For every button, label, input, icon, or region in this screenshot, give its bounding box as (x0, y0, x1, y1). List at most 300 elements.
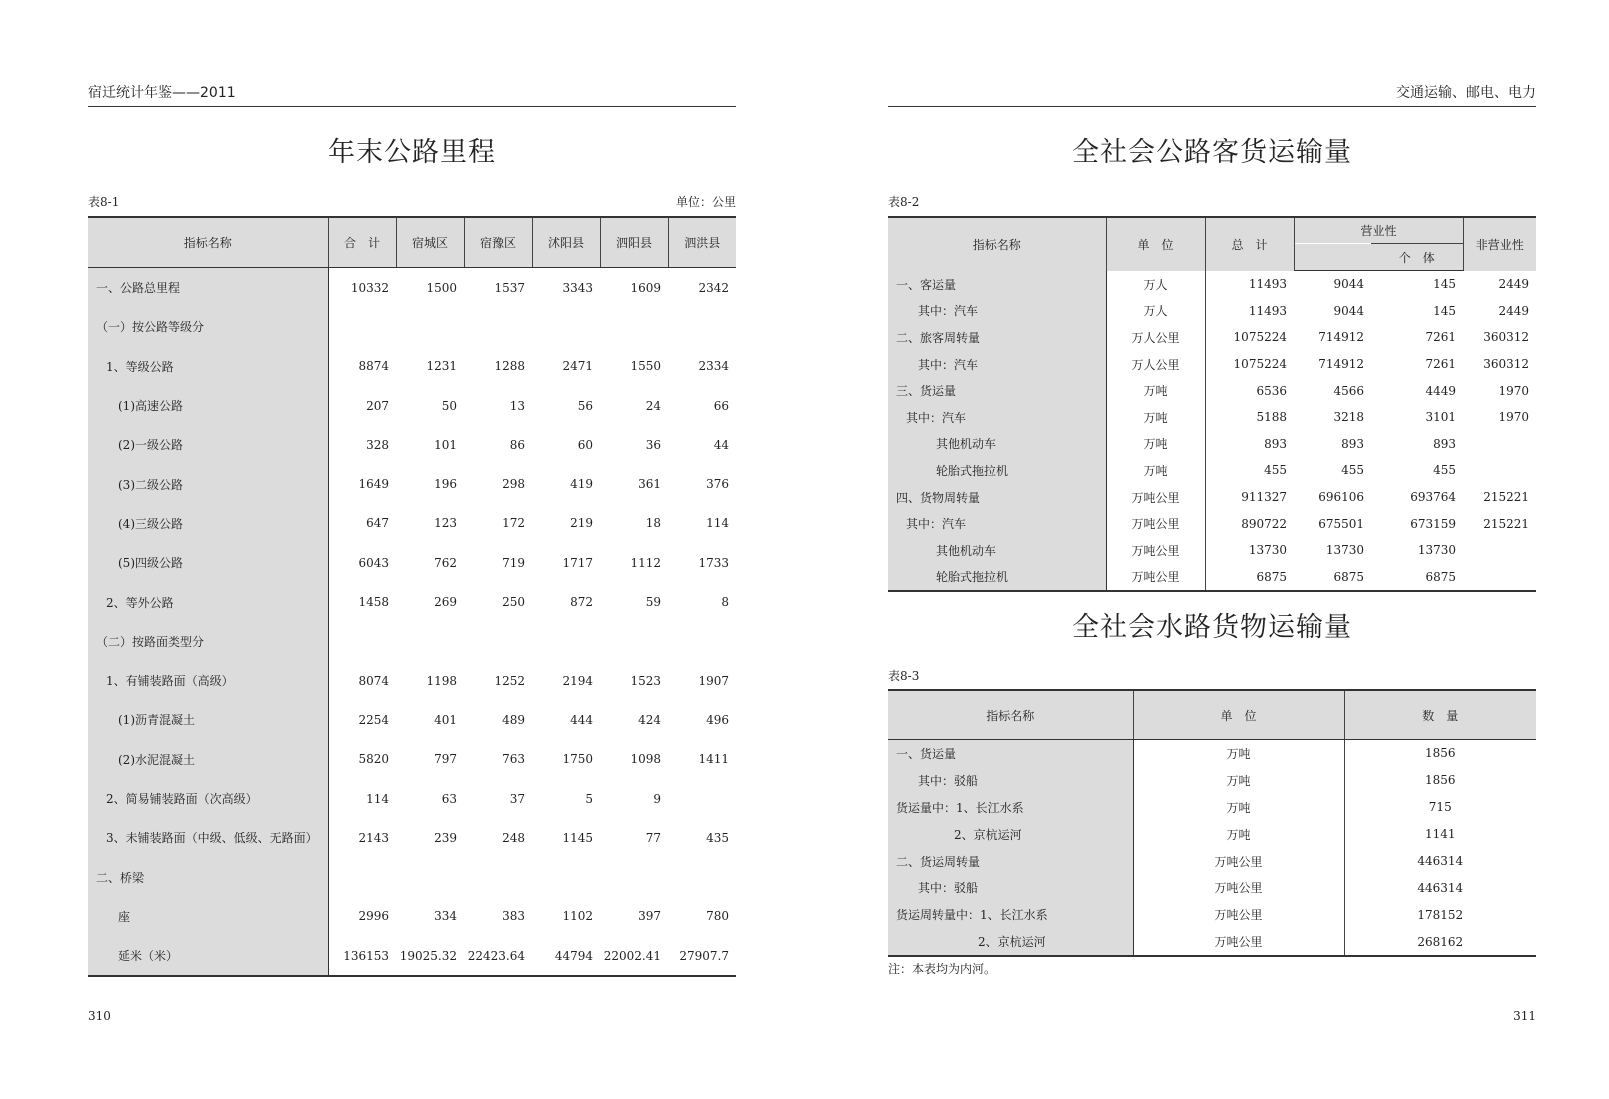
cell-value: 8 (721, 595, 729, 610)
cell-value: 424 (638, 712, 661, 727)
cell-value (328, 622, 396, 661)
cell-value: 11493 (1248, 277, 1287, 292)
cell-value: 60 (577, 437, 593, 452)
cell-value: 435 (706, 830, 729, 845)
cell-value: 2194 (562, 673, 593, 688)
cell-value: 3101 (1425, 410, 1457, 425)
table-header-row (888, 690, 1536, 740)
row-label: 轮胎式拖拉机 (888, 564, 1106, 592)
row-unit: 万吨 (1133, 767, 1344, 794)
table-row (88, 543, 736, 582)
cell-value (532, 857, 600, 896)
row-unit: 万吨公里 (1106, 510, 1205, 537)
cell-value: 13730 (1325, 543, 1364, 558)
cell-value: 114 (366, 791, 389, 806)
table-row (888, 794, 1536, 821)
cell-value: 455 (1341, 463, 1364, 478)
row-label: 二、旅客周转量 (888, 324, 1106, 351)
row-unit: 万吨 (1133, 821, 1344, 848)
cell-value (1463, 564, 1536, 592)
table-row (88, 700, 736, 739)
cell-value: 145 (1433, 277, 1457, 292)
cell-value: 872 (570, 595, 593, 610)
cell-value: 123 (434, 516, 457, 531)
cell-value (1463, 431, 1536, 458)
row-unit: 万人 (1106, 298, 1205, 325)
row-unit: 万吨 (1106, 457, 1205, 484)
row-label: 1、等级公路 (88, 347, 328, 386)
row-label: 其中：驳船 (888, 874, 1133, 901)
row-label: 其他机动车 (888, 431, 1106, 458)
table-number: 表8-2 (888, 195, 920, 209)
cell-value: 893 (1341, 436, 1364, 451)
cell-value (396, 307, 464, 346)
cell-value: 1145 (562, 830, 593, 845)
cell-value: 361 (638, 477, 661, 492)
table-row (88, 425, 736, 464)
table-row (888, 404, 1536, 431)
table-row (88, 268, 736, 308)
cell-value: 693764 (1410, 490, 1457, 505)
column-header: 单 位 (1106, 217, 1205, 271)
row-unit: 万吨 (1106, 404, 1205, 431)
cell-value: 37 (509, 791, 525, 806)
cell-value: 6875 (1256, 569, 1287, 584)
row-label: 其中：汽车 (888, 404, 1106, 431)
table-row (888, 767, 1536, 794)
row-label: 其中：汽车 (888, 298, 1106, 325)
cell-value: 2449 (1498, 277, 1530, 292)
column-header: 宿城区 (396, 217, 464, 268)
row-label: 货运周转量中：1、长江水系 (888, 901, 1133, 928)
cell-value (600, 622, 668, 661)
cell-value: 9044 (1333, 277, 1364, 292)
cell-value: 114 (706, 516, 729, 531)
column-header: 总 计 (1205, 217, 1294, 271)
cell-value: 397 (638, 909, 661, 924)
cell-value: 5188 (1256, 410, 1287, 425)
cell-value: 7261 (1425, 357, 1457, 372)
row-unit: 万吨公里 (1133, 874, 1344, 901)
cell-value: 1856 (1424, 773, 1456, 788)
row-unit: 万吨 (1106, 431, 1205, 458)
cell-value (328, 857, 396, 896)
table-row (888, 271, 1536, 298)
cell-value: 360312 (1483, 330, 1530, 345)
cell-value: 376 (706, 477, 729, 492)
column-header: 泗阳县 (600, 217, 668, 268)
row-unit: 万吨公里 (1106, 484, 1205, 511)
row-label: (1)高速公路 (88, 386, 328, 425)
cell-value: 673159 (1410, 516, 1457, 531)
cell-value: 136153 (343, 948, 389, 963)
cell-value: 44794 (554, 948, 593, 963)
cell-value: 360312 (1483, 357, 1530, 372)
cell-value: 22002.41 (603, 948, 661, 963)
table-row (888, 901, 1536, 928)
row-label: 一、公路总里程 (88, 268, 328, 308)
cell-value: 196 (434, 477, 457, 492)
cell-value: 239 (434, 830, 457, 845)
table-row (888, 740, 1536, 767)
row-label: (5)四级公路 (88, 543, 328, 582)
cell-value: 77 (645, 830, 661, 845)
table-meta-8-1 (88, 193, 736, 209)
table-row (88, 818, 736, 857)
row-label: 一、货运量 (888, 740, 1133, 767)
cell-value: 911327 (1241, 490, 1287, 505)
table-row (888, 510, 1536, 537)
cell-value: 2143 (358, 830, 389, 845)
cell-value: 455 (1433, 463, 1457, 478)
table-row (88, 307, 736, 346)
row-label: 其他机动车 (888, 537, 1106, 564)
cell-value (600, 307, 668, 346)
table-row (88, 347, 736, 386)
cell-value: 797 (434, 752, 457, 767)
cell-value: 172 (502, 516, 525, 531)
cell-value: 3218 (1333, 410, 1364, 425)
cell-value: 63 (441, 791, 457, 806)
cell-value (464, 307, 532, 346)
cell-value: 2254 (358, 712, 389, 727)
column-header: 非营业性 (1463, 217, 1536, 271)
cell-value: 1907 (698, 673, 729, 688)
table-row (88, 504, 736, 543)
table-row (88, 740, 736, 779)
page-number-left: 310 (88, 1009, 111, 1023)
row-unit: 万吨 (1106, 377, 1205, 404)
table-row (88, 936, 736, 976)
cell-value: 446314 (1417, 854, 1464, 868)
cell-value: 2471 (562, 359, 593, 374)
cell-value: 1198 (426, 673, 457, 688)
cell-value: 6875 (1333, 569, 1364, 584)
row-label: 四、货物周转量 (888, 484, 1106, 511)
cell-value: 248 (502, 830, 525, 845)
left-page (88, 0, 736, 1099)
table-number: 表8-3 (888, 669, 920, 683)
cell-value: 1231 (426, 359, 457, 374)
cell-value: 780 (706, 909, 729, 924)
column-header: 数 量 (1344, 690, 1536, 740)
cell-value: 1649 (358, 477, 389, 492)
row-unit: 万吨 (1133, 740, 1344, 767)
table-title-8-3: 全社会水路货物运输量 (1072, 612, 1352, 643)
table-row (88, 661, 736, 700)
cell-value: 496 (706, 712, 729, 727)
row-label: 3、未铺装路面（中级、低级、无路面） (88, 818, 328, 857)
table-header-row (888, 217, 1536, 244)
cell-value: 10332 (350, 280, 389, 295)
cell-value: 1750 (562, 752, 593, 767)
table-waterway-transport (888, 689, 1536, 957)
cell-value (532, 307, 600, 346)
cell-value (668, 779, 736, 818)
cell-value: 56 (577, 398, 593, 413)
column-header: 沭阳县 (532, 217, 600, 268)
cell-value: 101 (434, 437, 457, 452)
cell-value: 328 (366, 437, 389, 452)
cell-value: 13730 (1417, 543, 1457, 558)
cell-value (396, 857, 464, 896)
table-meta-8-2 (888, 193, 1536, 209)
cell-value: 893 (1433, 436, 1457, 451)
column-header: 单 位 (1133, 690, 1344, 740)
cell-value: 2996 (358, 909, 389, 924)
row-label: 其中：汽车 (888, 351, 1106, 378)
table-title-8-2: 全社会公路客货运输量 (1072, 137, 1352, 168)
table-row (888, 874, 1536, 901)
cell-value: 269 (434, 595, 457, 610)
cell-value: 5 (585, 791, 593, 806)
cell-value: 1112 (630, 555, 661, 570)
cell-value: 719 (502, 555, 525, 570)
column-header: 指标名称 (88, 217, 328, 268)
cell-value: 1609 (630, 280, 661, 295)
cell-value: 1856 (1424, 746, 1456, 761)
cell-value: 268162 (1417, 934, 1464, 949)
table-row (88, 582, 736, 621)
row-unit: 万吨 (1133, 794, 1344, 821)
column-header: 指标名称 (888, 690, 1133, 740)
table-row (888, 564, 1536, 592)
column-header: 宿豫区 (464, 217, 532, 268)
cell-value: 3343 (562, 280, 593, 295)
cell-value: 13730 (1248, 543, 1287, 558)
cell-value: 893 (1264, 436, 1287, 451)
table-row (88, 464, 736, 503)
table-unit: 单位：公里 (675, 195, 736, 209)
table-header-row (88, 217, 736, 268)
cell-value: 44 (713, 437, 729, 452)
table-row (88, 779, 736, 818)
cell-value: 763 (502, 752, 525, 767)
table-row (888, 377, 1536, 404)
cell-value: 215221 (1483, 516, 1530, 531)
cell-value: 36 (645, 437, 661, 452)
cell-value: 1550 (630, 359, 661, 374)
cell-value: 1717 (562, 555, 593, 570)
cell-value: 7261 (1425, 330, 1457, 345)
cell-value: 419 (570, 477, 593, 492)
table-road-transport (888, 216, 1536, 592)
cell-value: 8874 (358, 359, 389, 374)
cell-value: 27907.7 (679, 948, 729, 963)
cell-value: 13 (509, 398, 525, 413)
table-meta-8-3 (888, 667, 1536, 683)
cell-value: 8074 (358, 673, 389, 688)
cell-value: 5820 (358, 752, 389, 767)
cell-value: 489 (502, 712, 525, 727)
page-number-right: 311 (1513, 1009, 1536, 1023)
cell-value: 2449 (1498, 303, 1530, 318)
cell-value: 1500 (426, 280, 457, 295)
row-unit: 万吨公里 (1106, 537, 1205, 564)
cell-value: 1970 (1498, 383, 1530, 398)
cell-value: 6536 (1256, 383, 1287, 398)
cell-value: 4449 (1425, 383, 1457, 398)
cell-value (668, 622, 736, 661)
cell-value: 1075224 (1233, 330, 1287, 345)
cell-value: 1523 (630, 673, 661, 688)
cell-value (464, 622, 532, 661)
cell-value: 715 (1428, 800, 1452, 815)
cell-value: 2342 (698, 280, 729, 295)
column-header-blank (1294, 244, 1371, 271)
column-header: 个 体 (1371, 244, 1463, 271)
cell-value: 24 (645, 398, 661, 413)
cell-value: 383 (502, 909, 525, 924)
column-header: 指标名称 (888, 217, 1106, 271)
cell-value: 1733 (698, 555, 729, 570)
running-head-right (888, 84, 1536, 107)
row-label: 延米（米） (88, 936, 328, 976)
row-unit: 万人公里 (1106, 351, 1205, 378)
cell-value: 219 (570, 516, 593, 531)
cell-value: 11493 (1248, 303, 1287, 318)
cell-value: 1458 (358, 595, 389, 610)
cell-value: 1411 (698, 752, 729, 767)
row-unit: 万吨公里 (1133, 848, 1344, 875)
cell-value: 714912 (1318, 357, 1364, 372)
cell-value (1463, 537, 1536, 564)
cell-value: 1098 (630, 752, 661, 767)
cell-value: 675501 (1318, 516, 1364, 531)
row-unit: 万人 (1106, 271, 1205, 298)
cell-value: 22423.64 (467, 948, 525, 963)
cell-value: 890722 (1241, 516, 1287, 531)
row-label: 1、有铺装路面（高级） (88, 661, 328, 700)
cell-value: 696106 (1318, 490, 1364, 505)
row-label: (2)水泥混凝土 (88, 740, 328, 779)
table-row (88, 857, 736, 896)
table-road-mileage (88, 216, 736, 977)
cell-value: 66 (713, 398, 729, 413)
table-row (88, 897, 736, 936)
table-row (888, 848, 1536, 875)
cell-value: 1252 (494, 673, 525, 688)
cell-value: 6043 (358, 555, 389, 570)
cell-value: 9044 (1333, 303, 1364, 318)
row-label: 二、桥梁 (88, 857, 328, 896)
row-unit: 万人公里 (1106, 324, 1205, 351)
table-row (888, 431, 1536, 458)
cell-value: 18 (645, 516, 661, 531)
row-label: 二、货运周转量 (888, 848, 1133, 875)
running-head-text: 交通运输、邮电、电力 (1396, 85, 1536, 101)
table-row (888, 324, 1536, 351)
row-label: （二）按路面类型分 (88, 622, 328, 661)
cell-value: 762 (434, 555, 457, 570)
running-head-left (88, 84, 736, 107)
cell-value: 145 (1433, 303, 1457, 318)
row-unit: 万吨公里 (1133, 928, 1344, 956)
table-title-8-1: 年末公路里程 (328, 137, 496, 168)
table-row (88, 386, 736, 425)
table-row (888, 821, 1536, 848)
running-head-text: 宿迁统计年鉴——2011 (88, 85, 236, 101)
row-label: 轮胎式拖拉机 (888, 457, 1106, 484)
right-page (888, 0, 1536, 1099)
cell-value (396, 622, 464, 661)
cell-value: 1102 (562, 909, 593, 924)
table-row (888, 484, 1536, 511)
row-label: 2、京杭运河 (888, 928, 1133, 956)
cell-value (600, 857, 668, 896)
table-row (88, 622, 736, 661)
cell-value (1463, 457, 1536, 484)
cell-value: 1141 (1424, 827, 1456, 842)
cell-value: 647 (366, 516, 389, 531)
column-header: 合 计 (328, 217, 396, 268)
cell-value (328, 307, 396, 346)
table-row (888, 537, 1536, 564)
cell-value: 298 (502, 477, 525, 492)
row-label: 三、货运量 (888, 377, 1106, 404)
table-row (888, 298, 1536, 325)
cell-value: 19025.32 (399, 948, 457, 963)
table-row (888, 351, 1536, 378)
cell-value: 86 (509, 437, 525, 452)
row-label: (2)一级公路 (88, 425, 328, 464)
cell-value: 446314 (1417, 880, 1464, 895)
table-number: 表8-1 (88, 195, 120, 209)
column-header: 泗洪县 (668, 217, 736, 268)
row-label: (3)二级公路 (88, 464, 328, 503)
cell-value: 9 (653, 791, 661, 806)
row-unit: 万吨公里 (1133, 901, 1344, 928)
cell-value: 455 (1264, 463, 1287, 478)
cell-value: 207 (366, 398, 389, 413)
cell-value: 444 (570, 712, 593, 727)
cell-value (532, 622, 600, 661)
row-label: 货运量中：1、长江水系 (888, 794, 1133, 821)
cell-value: 334 (434, 909, 457, 924)
cell-value: 178152 (1417, 907, 1464, 922)
row-label: (4)三级公路 (88, 504, 328, 543)
cell-value: 401 (434, 712, 457, 727)
cell-value (668, 307, 736, 346)
row-label: 其中：汽车 (888, 510, 1106, 537)
cell-value: 4566 (1333, 383, 1364, 398)
cell-value: 250 (502, 595, 525, 610)
cell-value: 59 (645, 595, 661, 610)
cell-value: 6875 (1425, 569, 1457, 584)
cell-value: 2334 (698, 359, 729, 374)
row-label: 2、简易铺装路面（次高级） (88, 779, 328, 818)
row-label: (1)沥青混凝土 (88, 700, 328, 739)
column-header: 营业性 (1294, 217, 1463, 244)
cell-value: 1970 (1498, 410, 1530, 425)
cell-value (668, 857, 736, 896)
cell-value: 1537 (494, 280, 525, 295)
table-row (888, 457, 1536, 484)
table-note: 注：本表均为内河。 (888, 962, 997, 976)
cell-value: 215221 (1483, 490, 1530, 505)
row-label: 一、客运量 (888, 271, 1106, 298)
table-row (888, 928, 1536, 956)
cell-value: 1288 (494, 359, 525, 374)
row-label: 2、等外公路 (88, 582, 328, 621)
row-unit: 万吨公里 (1106, 564, 1205, 592)
row-label: 座 (88, 897, 328, 936)
row-label: 其中：驳船 (888, 767, 1133, 794)
row-label: 2、京杭运河 (888, 821, 1133, 848)
cell-value: 50 (441, 398, 457, 413)
cell-value: 714912 (1318, 330, 1364, 345)
cell-value: 1075224 (1233, 357, 1287, 372)
